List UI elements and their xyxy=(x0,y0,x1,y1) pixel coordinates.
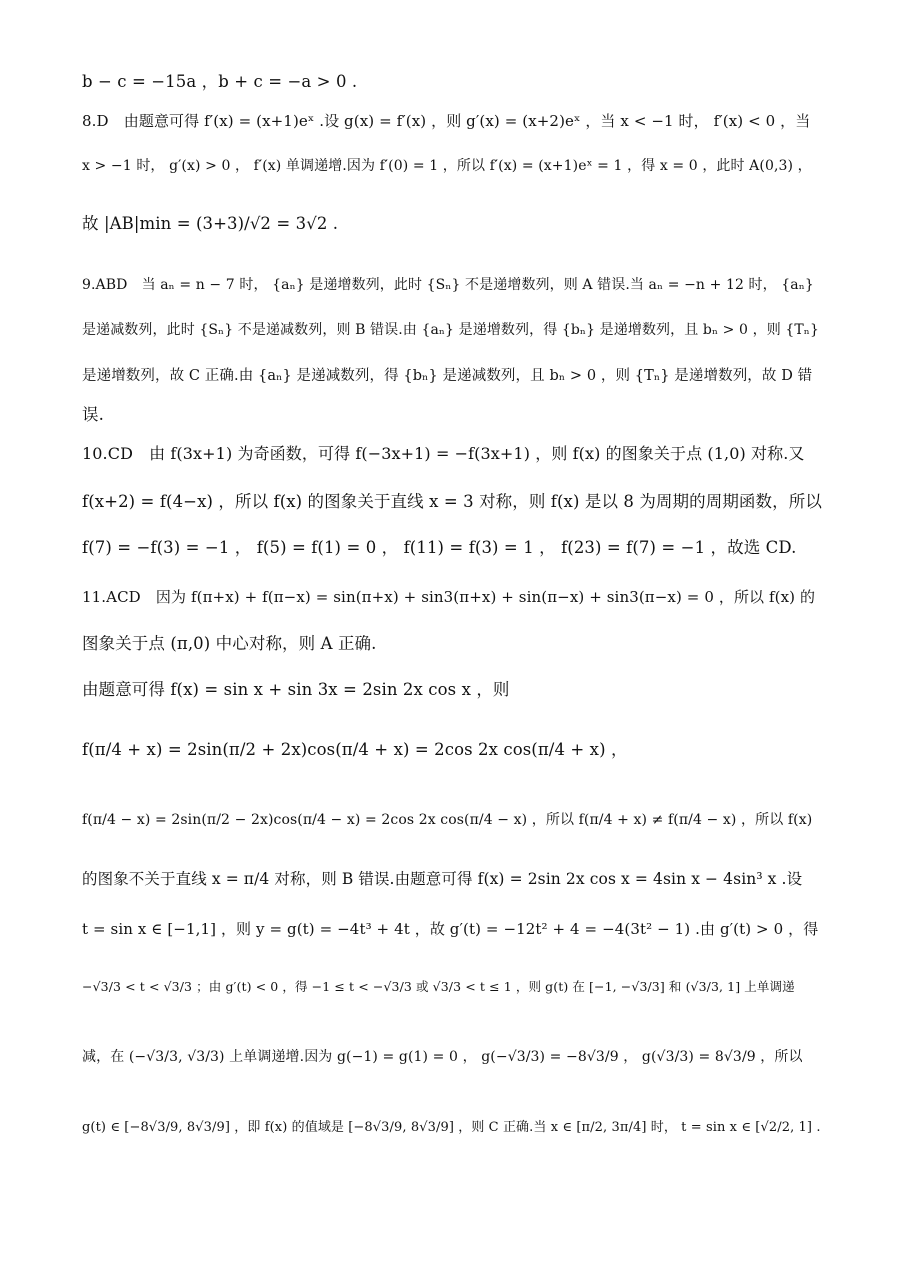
text-line: f(π/4 − x) = 2sin(π/2 − 2x)cos(π/4 − x) = 2cos 2x cos(π/4 − x) ，所以 f(π/4 + x) ≠ f(π/4 − x) ，所以 f(x) xyxy=(82,812,813,828)
text-line: 图象关于点 (π,0) 中心对称，则 A 正确. xyxy=(82,634,377,653)
text-line: 11.ACD 因为 f(π+x) + f(π−x) = sin(π+x) + sin3(π+x) + sin(π−x) + sin3(π−x) = 0 ，所以 f(x) 的 xyxy=(82,588,816,606)
text-line: 是递增数列，故 C 正确.由 {aₙ} 是递减数列，得 {bₙ} 是递减数列，且 bₙ > 0 ，则 {Tₙ} 是递增数列，故 D 错 xyxy=(82,368,813,384)
text-line: f(π/4 + x) = 2sin(π/2 + 2x)cos(π/4 + x) = 2cos 2x cos(π/4 + x) ， xyxy=(82,740,628,759)
text-line: f(x+2) = f(4−x) ，所以 f(x) 的图象关于直线 x = 3 对称，则 f(x) 是以 8 为周期的周期函数，所以 xyxy=(82,492,822,511)
text-line: 的图象不关于直线 x = π/4 对称，则 B 错误.由题意可得 f(x) = 2sin 2x cos x = 4sin x − 4sin³ x .设 xyxy=(82,870,803,888)
text-line: g(t) ∈ [−8√3/9, 8√3/9] ，即 f(x) 的值域是 [−8√3/9, 8√3/9] ，则 C 正确.当 x ∈ [π/2, 3π/4] 时， t = sin x ∈ [√2/2, 1] . xyxy=(82,1120,821,1135)
text-line: x > −1 时， g′(x) > 0 ， f′(x) 单调递增.因为 f′(0) = 1 ，所以 f′(x) = (x+1)eˣ = 1 ，得 x = 0 ，此时 A(0,3) ， xyxy=(82,158,812,174)
text-line: t = sin x ∈ [−1,1] ，则 y = g(t) = −4t³ + 4t ，故 g′(t) = −12t² + 4 = −4(3t² − 1) .由 g′(t) > 0 ，得 xyxy=(82,920,819,938)
text-line: 是递减数列，此时 {Sₙ} 不是递减数列，则 B 错误.由 {aₙ} 是递增数列，得 {bₙ} 是递增数列，且 bₙ > 0 ，则 {Tₙ} xyxy=(82,322,819,338)
text-line: 减，在 (−√3/3, √3/3) 上单调递增.因为 g(−1) = g(1) = 0 ， g(−√3/3) = −8√3/9 ， g(√3/3) = 8√3/9 ，所以 xyxy=(82,1049,803,1065)
text-line: −√3/3 < t < √3/3 ；由 g′(t) < 0 ，得 −1 ≤ t < −√3/3 或 √3/3 < t ≤ 1 ，则 g(t) 在 [−1, −√3/3] 和 (√3/3, 1] 上单调递 xyxy=(82,979,795,994)
text-line: 故 |AB|min = (3+3)/√2 = 3√2 . xyxy=(82,214,339,233)
text-line: 8.D 由题意可得 f′(x) = (x+1)eˣ .设 g(x) = f′(x) ，则 g′(x) = (x+2)eˣ ，当 x < −1 时， f′(x) < 0 ，当 xyxy=(82,112,811,130)
text-line: 误. xyxy=(82,405,104,424)
text-line: 9.ABD 当 aₙ = n − 7 时， {aₙ} 是递增数列，此时 {Sₙ} 不是递增数列，则 A 错误.当 aₙ = −n + 12 时， {aₙ} xyxy=(82,277,814,293)
text-line: b − c = −15a ，b + c = −a > 0 . xyxy=(82,72,358,91)
text-line: f(7) = −f(3) = −1 ， f(5) = f(1) = 0 ， f(11) = f(3) = 1 ， f(23) = f(7) = −1 ，故选 CD. xyxy=(82,538,797,557)
text-line: 由题意可得 f(x) = sin x + sin 3x = 2sin 2x cos x ，则 xyxy=(82,680,510,699)
text-line: 10.CD 由 f(3x+1) 为奇函数，可得 f(−3x+1) = −f(3x+1) ，则 f(x) 的图象关于点 (1,0) 对称.又 xyxy=(82,444,805,463)
